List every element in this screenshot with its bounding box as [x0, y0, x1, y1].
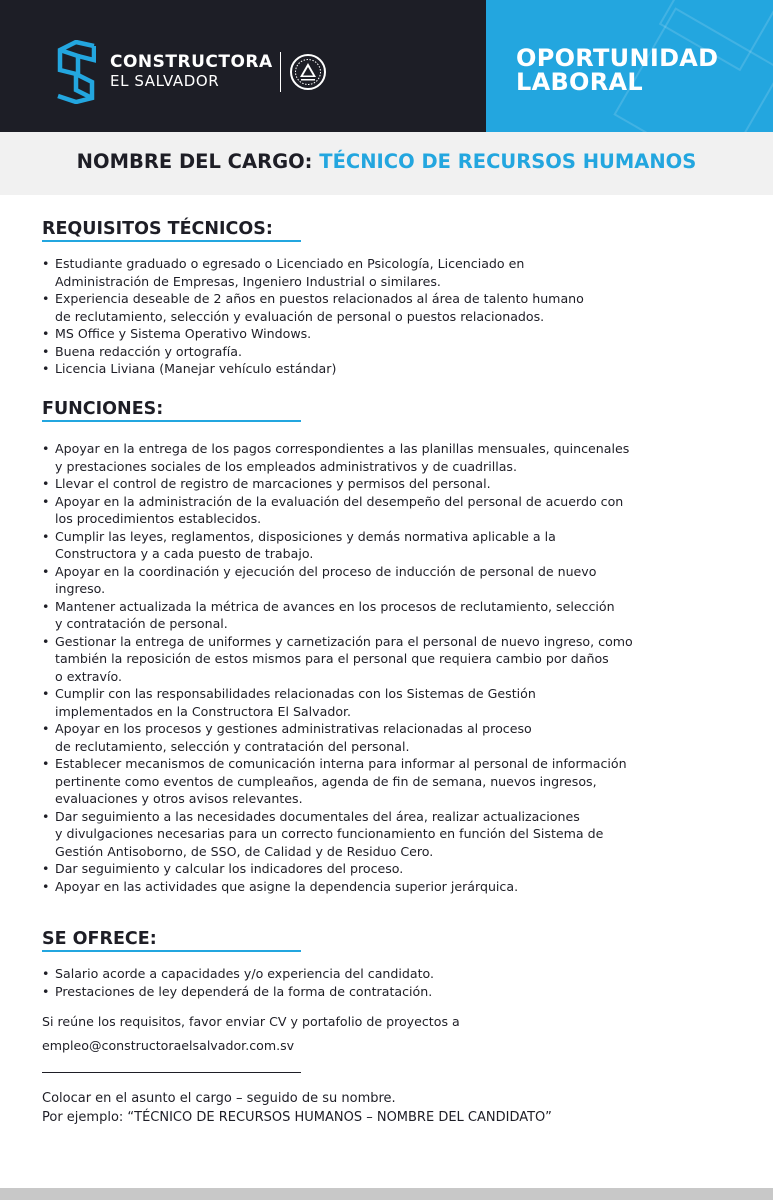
divider [42, 1072, 301, 1073]
list-item: • MS Office y Sistema Operativo Windows. [42, 325, 584, 343]
list-item: • Prestaciones de ley dependerá de la forma de contratación. [42, 983, 434, 1001]
list-item: • Apoyar en las actividades que asigne la dependencia superior jerárquica. [42, 878, 633, 896]
funciones-heading: FUNCIONES: [42, 399, 164, 419]
ofrece-underline [42, 950, 301, 952]
requisitos-heading: REQUISITOS TÉCNICOS: [42, 219, 273, 239]
list-item: • Apoyar en la coordinación y ejecución del proceso de inducción de personal de nuevo ingreso. [42, 563, 633, 598]
contact-email-link[interactable]: empleo@constructoraelsalvador.com.sv [42, 1038, 295, 1053]
brand-subtitle: EL SALVADOR [110, 72, 220, 90]
application-instructions: Si reúne los requisitos, favor enviar CV y portafolio de proyectos a [42, 1014, 460, 1029]
list-item: • Salario acorde a capacidades y/o experiencia del candidato. [42, 965, 434, 983]
banner-title-line2: LABORAL [516, 68, 644, 96]
list-item: • Establecer mecanismos de comunicación interna para informar al personal de información pertinente como eventos de cumpleaños, agenda de fin de semana, nuevos ingresos, evaluaciones y otros avisos relevantes. [42, 755, 633, 808]
coat-of-arms-icon [288, 52, 328, 92]
banner-title-line1: OPORTUNIDAD [516, 44, 719, 72]
ofrece-heading: SE OFRECE: [42, 929, 157, 949]
list-item: • Gestionar la entrega de uniformes y carnetización para el personal de nuevo ingreso, como también la reposición de estos mismos para el personal que requiera cambio por daños o extravío. [42, 633, 633, 686]
list-item: • Cumplir con las responsabilidades relacionadas con los Sistemas de Gestión implementados en la Constructora El Salvador. [42, 685, 633, 720]
subject-instruction: Colocar en el asunto el cargo – seguido de su nombre. [42, 1091, 396, 1106]
list-item: • Dar seguimiento y calcular los indicadores del proceso. [42, 860, 633, 878]
constructora-logo-icon [56, 40, 96, 104]
job-title [0, 150, 773, 174]
requisitos-list [42, 255, 584, 378]
list-item: • Llevar el control de registro de marcaciones y permisos del personal. [42, 475, 633, 493]
list-item: • Mantener actualizada la métrica de avances en los procesos de reclutamiento, selección y contratación de personal. [42, 598, 633, 633]
list-item: • Buena redacción y ortografía. [42, 343, 584, 361]
brand-name: CONSTRUCTORA [110, 52, 273, 72]
job-title-value: TÉCNICO DE RECURSOS HUMANOS [319, 150, 697, 173]
list-item: • Estudiante graduado o egresado o Licenciado en Psicología, Licenciado en Administración de Empresas, Ingeniero Industrial o similares. [42, 255, 584, 290]
brand-divider [280, 52, 281, 92]
funciones-list [42, 440, 633, 895]
ofrece-list [42, 965, 434, 1000]
list-item: • Dar seguimiento a las necesidades documentales del área, realizar actualizaciones y divulgaciones necesarias para un correcto funcionamiento en función del Sistema de Gestión Antisoborno, de SSO, de Calidad y de Residuo Cero. [42, 808, 633, 861]
list-item: • Licencia Liviana (Manejar vehículo estándar) [42, 360, 584, 378]
list-item: • Experiencia deseable de 2 años en puestos relacionados al área de talento humano de reclutamiento, selección y evaluación de personal o puestos relacionados. [42, 290, 584, 325]
brand-wordmark [110, 53, 273, 89]
banner-title [516, 46, 718, 94]
list-item: • Cumplir las leyes, reglamentos, disposiciones y demás normativa aplicable a la Constructora y a cada puesto de trabajo. [42, 528, 633, 563]
job-title-label: NOMBRE DEL CARGO: [76, 150, 320, 173]
opportunity-banner [486, 0, 773, 132]
list-item: • Apoyar en los procesos y gestiones administrativas relacionadas al proceso de reclutamiento, selección y contratación del personal. [42, 720, 633, 755]
footer-bar [0, 1188, 773, 1200]
list-item: • Apoyar en la entrega de los pagos correspondientes a las planillas mensuales, quincenales y prestaciones sociales de los empleados administrativos y de cuadrillas. [42, 440, 633, 475]
funciones-underline [42, 420, 301, 422]
requisitos-underline [42, 240, 301, 242]
list-item: • Apoyar en la administración de la evaluación del desempeño del personal de acuerdo con los procedimientos establecidos. [42, 493, 633, 528]
subject-example: Por ejemplo: “TÉCNICO DE RECURSOS HUMANOS – NOMBRE DEL CANDIDATO” [42, 1110, 552, 1125]
